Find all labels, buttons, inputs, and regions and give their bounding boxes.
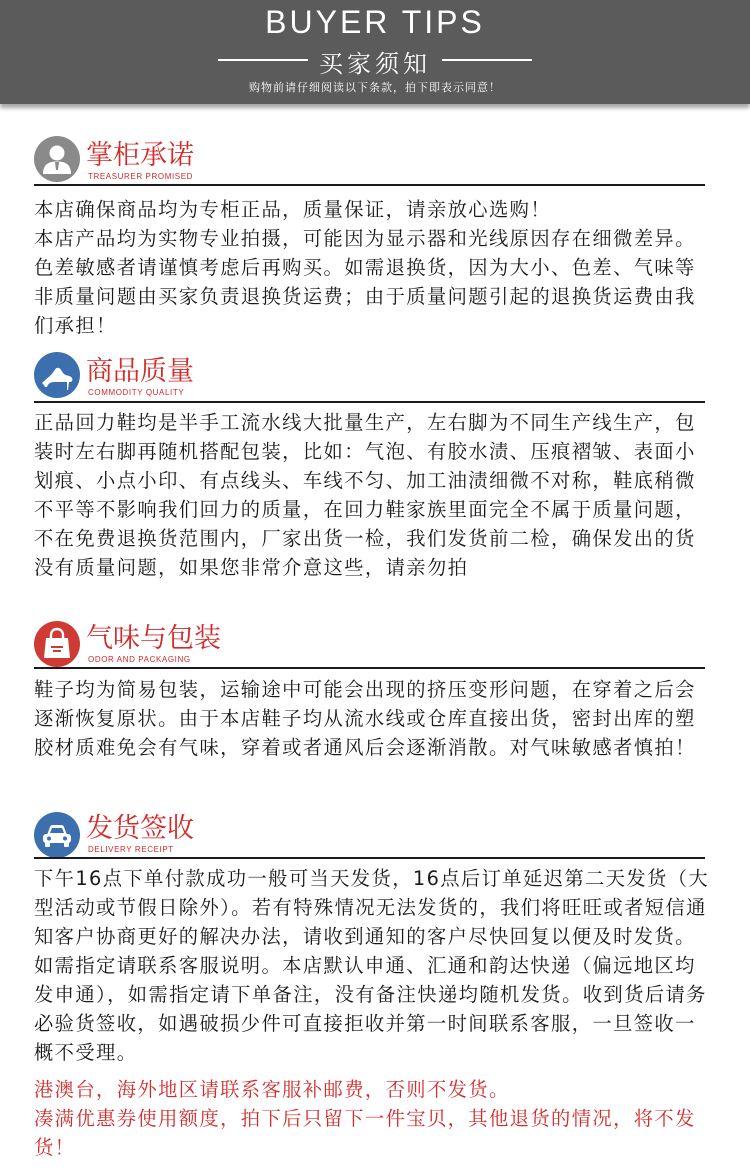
header-title: BUYER TIPS xyxy=(265,4,485,40)
section-divider xyxy=(34,857,705,859)
high-heel-icon xyxy=(34,352,80,398)
section-paragraph: 下午16点下单付款成功一般可当天发货，16点后订单延迟第二天发货（大型活动或节假日除外）。若有特殊情况无法发货的，我们将旺旺或者短信通知客户协商更好的解决办法，请收到通知的客户尽快回复以便及时发货。如需指定请联系客服说明。本店默认申通、汇通和韵达快递（偏远地区均发申通），如需指定请下单备注，没有备注快递均随机发货。收到货后请务必验货签收，如遇破损少件可直接拒收并第一时间联系客服，一旦签收一概不受理。 xyxy=(34,867,710,1064)
header-banner xyxy=(0,0,750,104)
section-subtitle: DELIVERY RECEIPT xyxy=(88,845,174,854)
section-paragraph: 本店产品均为实物专业拍摄，可能因为显示器和光线原因存在细微差异。色差敏感者请谨慎考虑后再购买。如需退换货，因为大小、色差、气味等非质量问题由买家负责退换货运费；由于质量问题引起的退换货运费由我们承担！ xyxy=(34,227,696,337)
section-subtitle: COMMODITY QUALITY xyxy=(88,388,185,397)
section-divider xyxy=(34,667,705,669)
section-subtitle: TREASURER PROMISED xyxy=(88,172,194,181)
person-icon xyxy=(34,136,80,182)
section-divider xyxy=(34,184,705,186)
section-title: 气味与包装 xyxy=(86,623,221,654)
coupon-notice-red: 凑满优惠券使用额度，拍下后只留下一件宝贝，其他退货的情况，将不发货！ xyxy=(34,1107,696,1159)
header-note: 购物前请仔细阅读以下条款，拍下即表示同意！ xyxy=(249,81,501,94)
section-paragraph: 本店确保商品均为专柜正品，质量保证，请亲放心选购！ xyxy=(34,198,552,221)
section-title: 发货签收 xyxy=(86,813,194,844)
header-subtitle: 买家须知 xyxy=(319,50,431,78)
section-title: 掌柜承诺 xyxy=(86,140,194,171)
section-paragraph: 鞋子均为简易包装，运输途中可能会出现的挤压变形问题，在穿着之后会逐渐恢复原状。由于本店鞋子均从流水线或仓库直接出货，密封出库的塑胶材质难免会有气味，穿着或者通风后会逐渐消散。对气味敏感者慎拍！ xyxy=(34,678,696,759)
shipping-notice-red: 港澳台，海外地区请联系客服补邮费，否则不发货。 xyxy=(34,1078,510,1101)
car-icon xyxy=(34,812,80,858)
section-divider xyxy=(34,401,705,403)
header-divider-right xyxy=(442,59,532,61)
section-title: 商品质量 xyxy=(86,356,194,387)
shopping-bag-icon xyxy=(34,621,80,667)
section-paragraph: 正品回力鞋均是半手工流水线大批量生产，左右脚为不同生产线生产，包装时左右脚再随机搭配包装，比如：气泡、有胶水渍、压痕褶皱、表面小划痕、小点小印、有点线头、车线不匀、加工油渍细微不对称，鞋底稍微不平等不影响我们回力的质量，在回力鞋家族里面完全不属于质量问题，不在免费退换货范围内，厂家出货一检，我们发货前二检，确保发出的货没有质量问题，如果您非常介意这些，请亲勿拍 xyxy=(34,411,696,579)
section-subtitle: ODOR AND PACKAGING xyxy=(88,655,191,664)
